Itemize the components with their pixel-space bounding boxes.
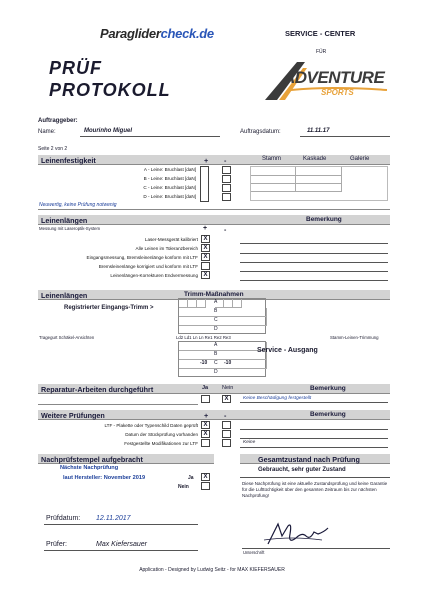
lf-minus-box-a[interactable] (222, 166, 231, 174)
ll-box-4[interactable]: X (201, 271, 210, 279)
col-kaskade: Kaskade (303, 156, 327, 162)
lf-value-grid (250, 166, 388, 201)
name-label: Name: (38, 129, 56, 135)
auftragsdatum-label: Auftragsdatum: (240, 129, 281, 135)
lf-note: Neuwertig, keine Prüfung notwenig (39, 202, 117, 208)
weitere-minus-box-1[interactable] (222, 430, 231, 438)
footer-credit: Application - Designed by Ludwig Seitz - for MAX KIEFERSAUER (139, 567, 285, 573)
ll-row-0: Laser-Messgerät kalibriert (144, 237, 198, 242)
lf-plus-box[interactable] (200, 166, 209, 202)
auftragsdatum-value: 11.11.17 (307, 128, 330, 134)
nachpruef-ja-box[interactable]: X (201, 473, 210, 481)
lf-row-c: C - Leine: Bruchlast [daN] (143, 185, 196, 190)
trimm-in-a: A (214, 299, 218, 305)
lf-minus-box-c[interactable] (222, 184, 231, 192)
brand-logo (100, 26, 214, 41)
name-underline (80, 136, 220, 137)
weitere-title: Weitere Prüfungen (41, 411, 105, 420)
lf-row-b: B - Leine: Bruchlast [daN] (143, 176, 196, 181)
leinenlaengen-bemerkung: Bemerkung (306, 216, 342, 223)
brand-right: check.de (160, 26, 214, 41)
trimm-eingang: Registrierter Eingangs-Trimm > (64, 305, 154, 311)
name-value: Mourinho Miguel (84, 128, 132, 134)
pruefdatum-value: 12.11.2017 (96, 515, 131, 522)
trimm-tragegurt: Tragegurt Schäkel-Ansichten (39, 335, 95, 340)
ll-plus: + (203, 225, 208, 232)
nachpruef-naechste: Nächste Nachprüfung (60, 465, 119, 471)
reparatur-line-2 (38, 404, 198, 405)
trimm-out-c: C (214, 360, 218, 366)
trimm-out-a: A (214, 342, 218, 348)
lf-row-d: D - Leine: Bruchlast [daN] (143, 194, 196, 199)
pruefer-label: Prüfer: (46, 541, 68, 548)
weitere-header (38, 410, 390, 420)
trimm-stamm: Stamm-Leinen-Trimmung (330, 335, 379, 340)
col-stamm: Stamm (262, 156, 282, 162)
logo-sub: SPORTS (321, 88, 354, 97)
leinenlaengen-header (38, 215, 390, 225)
lf-row-a: A - Leine: Bruchlast [daN] (143, 167, 196, 172)
weitere-row-0: LTF - Plakette oder Typenschild Daten geprüft (104, 423, 198, 428)
weitere-row-1: Datum der Stückprüfung vorhanden (125, 432, 198, 437)
date-underline (300, 136, 390, 137)
reparatur-title: Reparatur-Arbeiten durchgeführt (41, 385, 154, 394)
gesamt-text: Diese Nachprüfung ist eine aktuelle Zustandsprüfung und keine Garantie für die Lufttüchtigkeit über den gesamten Zeitraum bis zur nächsten Nachprüfung! (242, 481, 388, 498)
trimm-out-b: B (214, 351, 218, 357)
signature-label: Unterschrift (243, 550, 265, 555)
page-number: Seite 2 von 2 (38, 146, 68, 152)
weitere-line-3 (240, 447, 388, 448)
nachpruef-hersteller: laut Hersteller: November 2019 (63, 475, 146, 481)
reparatur-nein-box[interactable]: X (222, 395, 231, 403)
lf-note-line (38, 209, 390, 210)
logo-main: ADVENTURE (283, 68, 385, 87)
reparatur-line-1 (240, 402, 388, 403)
ll-box-0[interactable]: X (201, 235, 210, 243)
leinenfestigkeit-header (38, 155, 390, 165)
ll-box-3[interactable] (201, 262, 210, 270)
weitere-box-2[interactable] (201, 439, 210, 447)
leinenlaengen-title: Leinenlängen (41, 216, 88, 225)
trimm-out-c-right: -10 (224, 360, 232, 366)
nachpruef-header (38, 454, 214, 464)
ll-box-2[interactable]: X (201, 253, 210, 261)
trimm-in-grid (178, 298, 266, 334)
trimm-in-d: D (214, 326, 218, 332)
trimm-out-c-left: -10 (200, 360, 208, 366)
ll-bem-line-4 (240, 271, 388, 272)
lf-minus-box-d[interactable] (222, 193, 231, 201)
trimm-title: Leinenlängen (41, 291, 88, 300)
weitere-line-2 (240, 438, 388, 439)
adventure-logo (261, 60, 391, 106)
pruefdatum-label: Prüfdatum: (46, 515, 81, 522)
trimm-sub: Trimm-Maßnahmen (184, 291, 244, 298)
trimm-out-grid (178, 341, 266, 377)
col-galerie: Galerie (350, 156, 370, 162)
signature-line (242, 548, 390, 549)
lf-minus-box-b[interactable] (222, 175, 231, 183)
ll-row-4: Leinenlängen-Korrekturen Endvermessung (110, 273, 198, 278)
brand-left: Paraglider (100, 26, 161, 41)
reparatur-header (38, 384, 390, 394)
auftraggeber-label: Auftraggeber: (38, 118, 78, 124)
fuer-label: FÜR (316, 49, 327, 55)
weitere-note: Keine (243, 440, 256, 445)
weitere-plus: + (204, 411, 209, 420)
pruefer-value: Max Kiefersauer (96, 541, 147, 548)
weitere-minus: - (224, 411, 227, 420)
weitere-bemerkung: Bemerkung (310, 411, 346, 418)
trimm-cols: Ld2 Ld1 Ln Ln Re1 Re2 Re3 (176, 335, 231, 340)
trimm-ausgang: Service - Ausgang (257, 347, 318, 354)
leinenfestigkeit-title: Leinenfestigkeit (41, 156, 96, 165)
weitere-minus-box-2[interactable] (222, 439, 231, 447)
title-line2: PROTOKOLL (49, 80, 171, 100)
weitere-minus-box-0[interactable] (222, 421, 231, 429)
leinenfestigkeit-minus: - (224, 156, 227, 165)
pruefdatum-line (44, 524, 198, 525)
title-line1: PRÜF (49, 58, 102, 78)
gesamt-header (240, 454, 390, 464)
ll-bem-line-5 (240, 280, 388, 281)
leinenfestigkeit-plus: + (204, 156, 209, 165)
ll-bem-line-3 (240, 262, 388, 263)
gesamt-title: Gesamtzustand nach Prüfung (258, 455, 360, 464)
nachpruef-title: Nachprüfstempel aufgebracht (41, 455, 143, 464)
ll-minus: - (224, 227, 227, 234)
gesamt-line (240, 477, 390, 478)
ll-row-3: Bremsleinenlänge korrigiert und konform mit LTF (98, 264, 198, 269)
ll-bem-line-2 (240, 253, 388, 254)
reparatur-ja: Ja (202, 385, 209, 391)
ll-row-1: Alle Leinen im Toleranzbereich (135, 246, 198, 251)
signature (262, 518, 332, 550)
weitere-box-1[interactable]: X (201, 430, 210, 438)
ll-box-1[interactable]: X (201, 244, 210, 252)
nachpruef-nein-box[interactable] (201, 482, 210, 490)
ll-bem-line-1 (240, 243, 388, 244)
gesamt-value: Gebraucht, sehr guter Zustand (258, 467, 346, 473)
reparatur-note: Keine Beschädigung festgestellt (243, 396, 312, 401)
weitere-box-0[interactable]: X (201, 421, 210, 429)
nachpruef-ja: Ja (188, 475, 194, 481)
reparatur-ja-box[interactable] (201, 395, 210, 403)
reparatur-bemerkung: Bemerkung (310, 385, 346, 392)
reparatur-nein: Nein (222, 385, 234, 391)
trimm-out-d: D (214, 369, 218, 375)
trimm-in-c: C (214, 317, 218, 323)
ll-row-2: Eingangsmessung, Bremsleinenlänge konform mit LTF (86, 255, 198, 260)
trimm-in-b: B (214, 308, 218, 314)
nachpruef-nein: Nein (178, 484, 189, 490)
service-center: SERVICE - CENTER (285, 29, 356, 38)
ll-sub: Messung mit Laseroptik-System (39, 226, 101, 231)
weitere-row-2: Festgestellte Modifikationen zur LTF (124, 441, 198, 446)
weitere-line-1 (240, 429, 388, 430)
pruefer-line (44, 550, 198, 551)
